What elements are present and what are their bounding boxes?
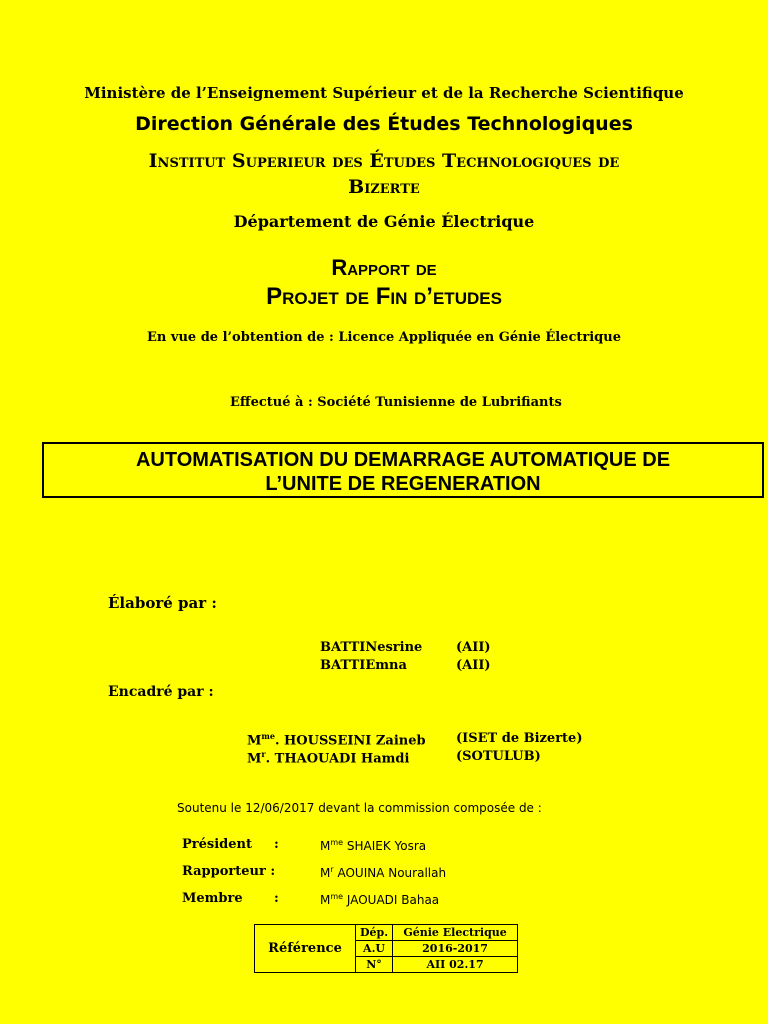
reference-table <box>254 924 518 973</box>
defense-statement: Soutenu le 12/06/2017 devant la commission composée de : <box>177 801 542 815</box>
jury-title-sup: me <box>330 892 344 901</box>
jury-colon: : <box>274 891 279 906</box>
jury-title-sup: r <box>330 865 334 874</box>
reference-key: N° <box>356 957 393 973</box>
supervisor-fullname: . THAOUADI Hamdi <box>265 751 410 767</box>
jury-role: Rapporteur : <box>182 864 276 879</box>
project-title-line-2: L’UNITE DE REGENERATION <box>265 473 541 495</box>
jury-fullname: SHAIEK Yosra <box>343 839 427 853</box>
jury-fullname: AOUINA Nourallah <box>333 866 447 880</box>
company-line: Effectué à : Société Tunisienne de Lubrifiants <box>230 395 562 410</box>
supervisor-tag: (SOTULUB) <box>456 749 541 764</box>
reference-value: 2016-2017 <box>393 941 518 957</box>
jury-title: M <box>320 893 331 907</box>
supervisor-title-sup: r <box>261 749 266 759</box>
author-name: BATTINesrine <box>320 640 423 655</box>
degree-line: En vue de l’obtention de : Licence Appliquée en Génie Électrique <box>147 330 621 345</box>
author-tag: (AII) <box>456 640 491 655</box>
jury-role: Président <box>182 837 252 852</box>
institute-heading <box>0 148 768 200</box>
report-type-line-1: Rapport de <box>331 255 437 280</box>
jury-member <box>320 865 446 880</box>
reference-value: AII 02.17 <box>393 957 518 973</box>
authors-label: Élaboré par : <box>108 594 217 612</box>
department-heading: Département de Génie Électrique <box>233 212 535 231</box>
reference-label: Référence <box>255 925 356 973</box>
jury-title: M <box>320 866 331 880</box>
reference-row <box>255 925 518 941</box>
supervisor-name <box>247 731 426 748</box>
author-tag: (AII) <box>456 658 491 673</box>
project-title-line-1: AUTOMATISATION DU DEMARRAGE AUTOMATIQUE DE <box>135 449 671 471</box>
report-type-line-2: Projet de Fin d’etudes <box>266 283 502 310</box>
jury-member <box>320 838 426 853</box>
supervisor-fullname: . HOUSSEINI Zaineb <box>274 733 426 749</box>
institute-line-2: Bizerte <box>348 176 420 198</box>
jury-colon: : <box>274 837 279 852</box>
supervisor-title-sup: me <box>261 731 275 741</box>
jury-role: Membre <box>182 891 243 906</box>
ministry-heading: Ministère de l’Enseignement Supérieur et de la Recherche Scientifique <box>84 84 684 102</box>
supervisors-label: Encadré par : <box>108 684 214 700</box>
direction-heading: Direction Générale des Études Technologiques <box>135 113 633 135</box>
jury-member <box>320 892 439 907</box>
jury-fullname: JAOUADI Bahaa <box>343 893 440 907</box>
reference-value: Génie Electrique <box>393 925 518 941</box>
institute-line-1: Institut Superieur des Études Technologiques de <box>148 150 620 172</box>
reference-key: Dép. <box>356 925 393 941</box>
supervisor-title: M <box>247 751 262 767</box>
jury-title-sup: me <box>330 838 344 847</box>
project-title-box <box>42 442 764 498</box>
supervisor-title: M <box>247 733 262 749</box>
jury-title: M <box>320 839 331 853</box>
author-name: BATTIEmna <box>320 658 407 673</box>
reference-key: A.U <box>356 941 393 957</box>
supervisor-tag: (ISET de Bizerte) <box>456 731 583 746</box>
supervisor-name <box>247 749 409 766</box>
